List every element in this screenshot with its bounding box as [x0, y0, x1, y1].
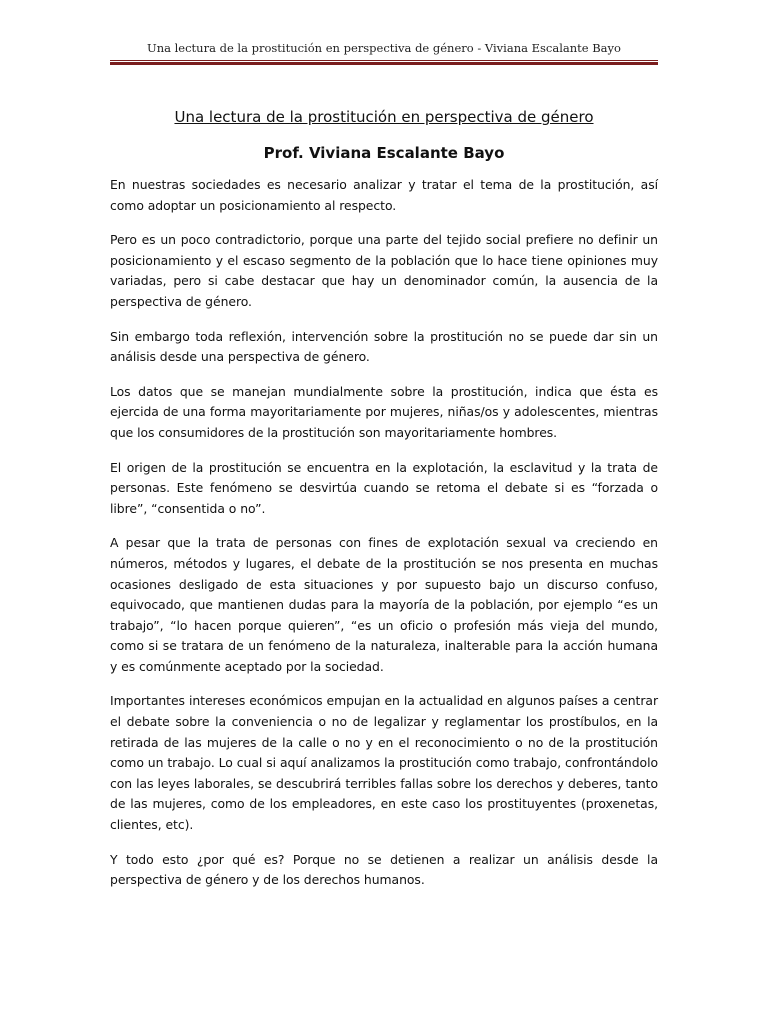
paragraph: A pesar que la trata de personas con fines de explotación sexual va creciendo en números, métodos y lugares, el debate de la prostitución se nos presenta en muchas ocasiones desligado de esta situaciones y por supuesto bajo un discurso confuso, equivocado, que mantienen dudas para la mayoría de la población, por ejemplo “es un trabajo”, “lo hacen porque quieren”, “es un oficio o profesión más vieja del mundo, como si se tratara de un fenómeno de la naturaleza, inalterable para la acción humana y es comúnmente aceptado por la sociedad.	[110, 535, 658, 674]
paragraph: Sin embargo toda reflexión, intervención sobre la prostitución no se puede dar sin un análisis desde una perspectiva de género.	[110, 328, 658, 365]
document-author: Prof. Viviana Escalante Bayo	[263, 144, 505, 162]
paragraph: Y todo esto ¿por qué es? Porque no se detienen a realizar un análisis desde la perspectiva de género y de los derechos humanos.	[110, 851, 658, 888]
paragraph: Importantes intereses económicos empujan en la actualidad en algunos países a centrar el debate sobre la conveniencia o no de legalizar y reglamentar los prostíbulos, en la retirada de las mujeres de la calle o no y en el reconocimiento o no de la prostitución como un trabajo. Lo cual si aquí analizamos la prostitución como trabajo, confrontándolo con las leyes laborales, se descubrirá terribles fallas sobre los derechos y deberes, tanto de las mujeres, como de los empleadores, en este caso los prostituyentes (proxenetas, clientes, etc).	[110, 693, 658, 833]
paragraph: Los datos que se manejan mundialmente sobre la prostitución, indica que ésta es ejercida de una forma mayoritariamente por mujeres, niñas/os y adolescentes, mientras que los consumidores de la prostitución son mayoritariamente hombres.	[110, 383, 658, 440]
paragraph: El origen de la prostitución se encuentra en la explotación, la esclavitud y la trata de personas. Este fenómeno se desvirtúa cuando se retoma el debate si es “forzada o libre”, “consentida o no”.	[110, 459, 658, 516]
document-title: Una lectura de la prostitución en perspectiva de género	[174, 108, 594, 126]
paragraph: En nuestras sociedades es necesario analizar y tratar el tema de la prostitución, así como adoptar un posicionamiento al respecto.	[110, 177, 658, 213]
header-rule-thick	[110, 62, 658, 65]
paragraph: Pero es un poco contradictorio, porque una parte del tejido social prefiere no definir un posicionamiento y el escaso segmento de la población que lo hace tiene opiniones muy variadas, pero si cabe destacar que hay un denominador común, la ausencia de la perspectiva de género.	[110, 232, 658, 309]
document-body	[110, 107, 658, 891]
running-header: Una lectura de la prostitución en perspectiva de género - Viviana Escalante Bayo	[147, 41, 621, 55]
header-rule-thin	[110, 60, 658, 61]
